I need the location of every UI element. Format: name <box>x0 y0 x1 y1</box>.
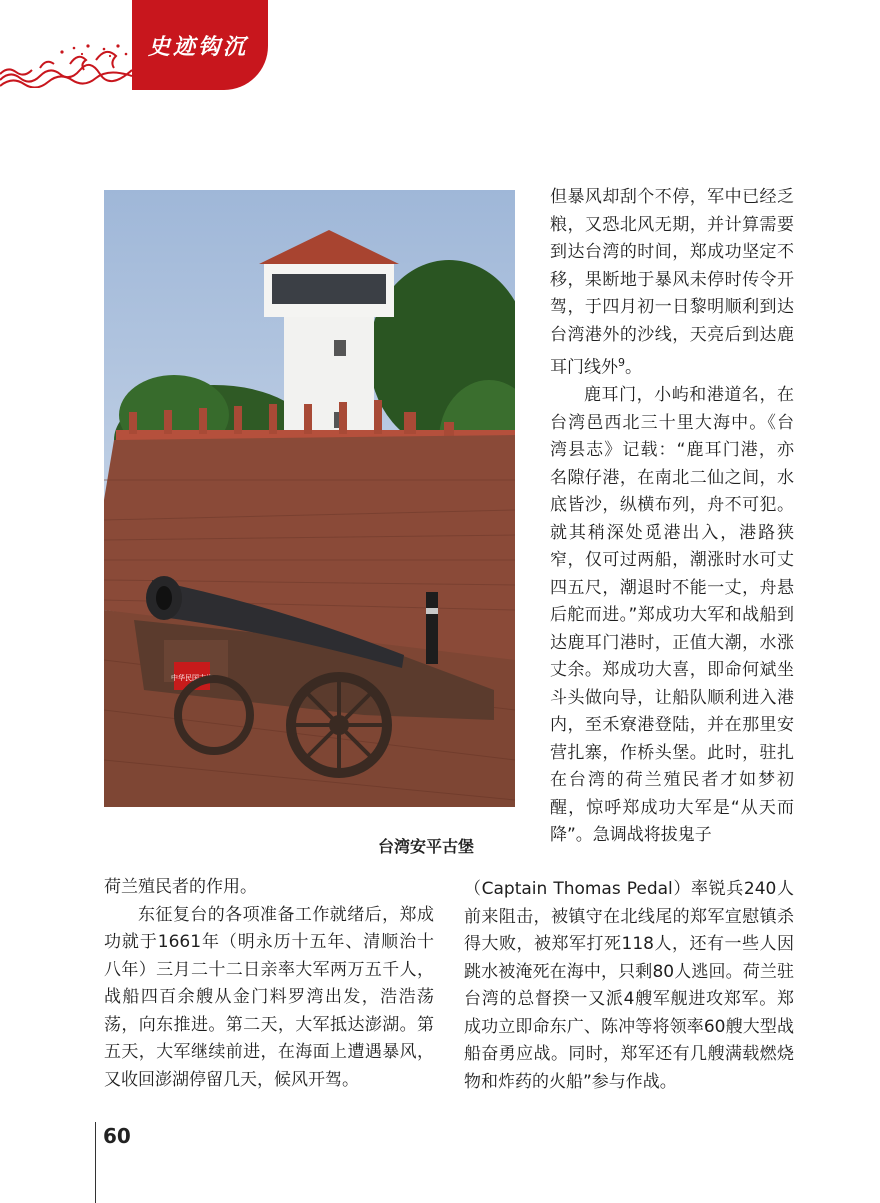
page-number: 60 <box>103 1124 131 1148</box>
bottom-right-paragraph-1: （Captain Thomas Pedal）率锐兵240人前来阻击，被镇守在北线尾的郑军宣慰镇杀得大败，被郑军打死118人，还有一些人因跳水被淹死在海中，只剩80人逃回。荷兰驻台湾的总督揆一又派4艘军舰进攻郑军。郑成功立即命东广、陈冲等将领率60艘大型战船奋勇应战。同时，郑军还有几艘满载燃烧物和炸药的火船”参与作战。 <box>464 879 794 1092</box>
right-paragraph-1-end: 。 <box>625 357 642 378</box>
bottom-left-column <box>104 874 434 1094</box>
wave-ornament-icon <box>0 40 132 88</box>
right-paragraph-1-text: 但暴风却刮个不停，军中已经乏粮，又恐北风无期，并计算需要到达台湾的时间，郑成功坚定不移，果断地于暴风未停时传令开驾，于四月初一日黎明顺利到达台湾港外的沙线，天亮后到达鹿耳门线外 <box>550 187 794 378</box>
cannon-fort-photo-icon <box>104 190 515 807</box>
page-number-rule <box>95 1122 96 1203</box>
photo-caption: 台湾安平古堡 <box>378 837 475 856</box>
right-paragraph-1 <box>550 184 794 382</box>
header-band <box>0 0 268 90</box>
bottom-left-paragraph-1: 荷兰殖民者的作用。 <box>104 877 257 897</box>
right-column <box>550 184 794 850</box>
bottom-right-column <box>464 876 794 1096</box>
bottom-left-paragraph-2: 东征复台的各项准备工作就绪后，郑成功就于1661年（明永历十五年、清顺治十八年）三月二十二日亲率大军两万五千人，战船四百余艘从金门料罗湾出发，浩浩荡荡，向东推进。第二天，大军抵达澎湖。第五天，大军继续前进，在海面上遭遇暴风，又收回澎湖停留几天，候风开驾。 <box>104 904 434 1090</box>
section-title: 史迹钩沉 <box>148 34 249 60</box>
cannon-sign-text: 中华民国古炮 <box>171 674 213 682</box>
right-paragraph-2: 鹿耳门，小屿和港道名，在台湾邑西北三十里大海中。《台湾县志》记载：“鹿耳门港，亦名隙仔港，在南北二仙之间，水底皆沙，纵横布列，舟不可犯。就其稍深处觅港出入，港路狭窄，仅可过两船，潮涨时水可丈四五尺，潮退时不能一丈，舟悬后舵而进。”郑成功大军和战船到达鹿耳门港时，正值大潮，水涨丈余。郑成功大喜，即命何斌坐斗头做向导，让船队顺利进入港内，至禾寮港登陆，并在那里安营扎寨，作桥头堡。此时，驻扎在台湾的荷兰殖民者才如梦初醒，惊呼郑成功大军是“从天而降”。急调战将拔鬼子 <box>550 385 794 846</box>
fort-photo <box>104 190 515 807</box>
footnote-marker: 9 <box>618 356 625 369</box>
